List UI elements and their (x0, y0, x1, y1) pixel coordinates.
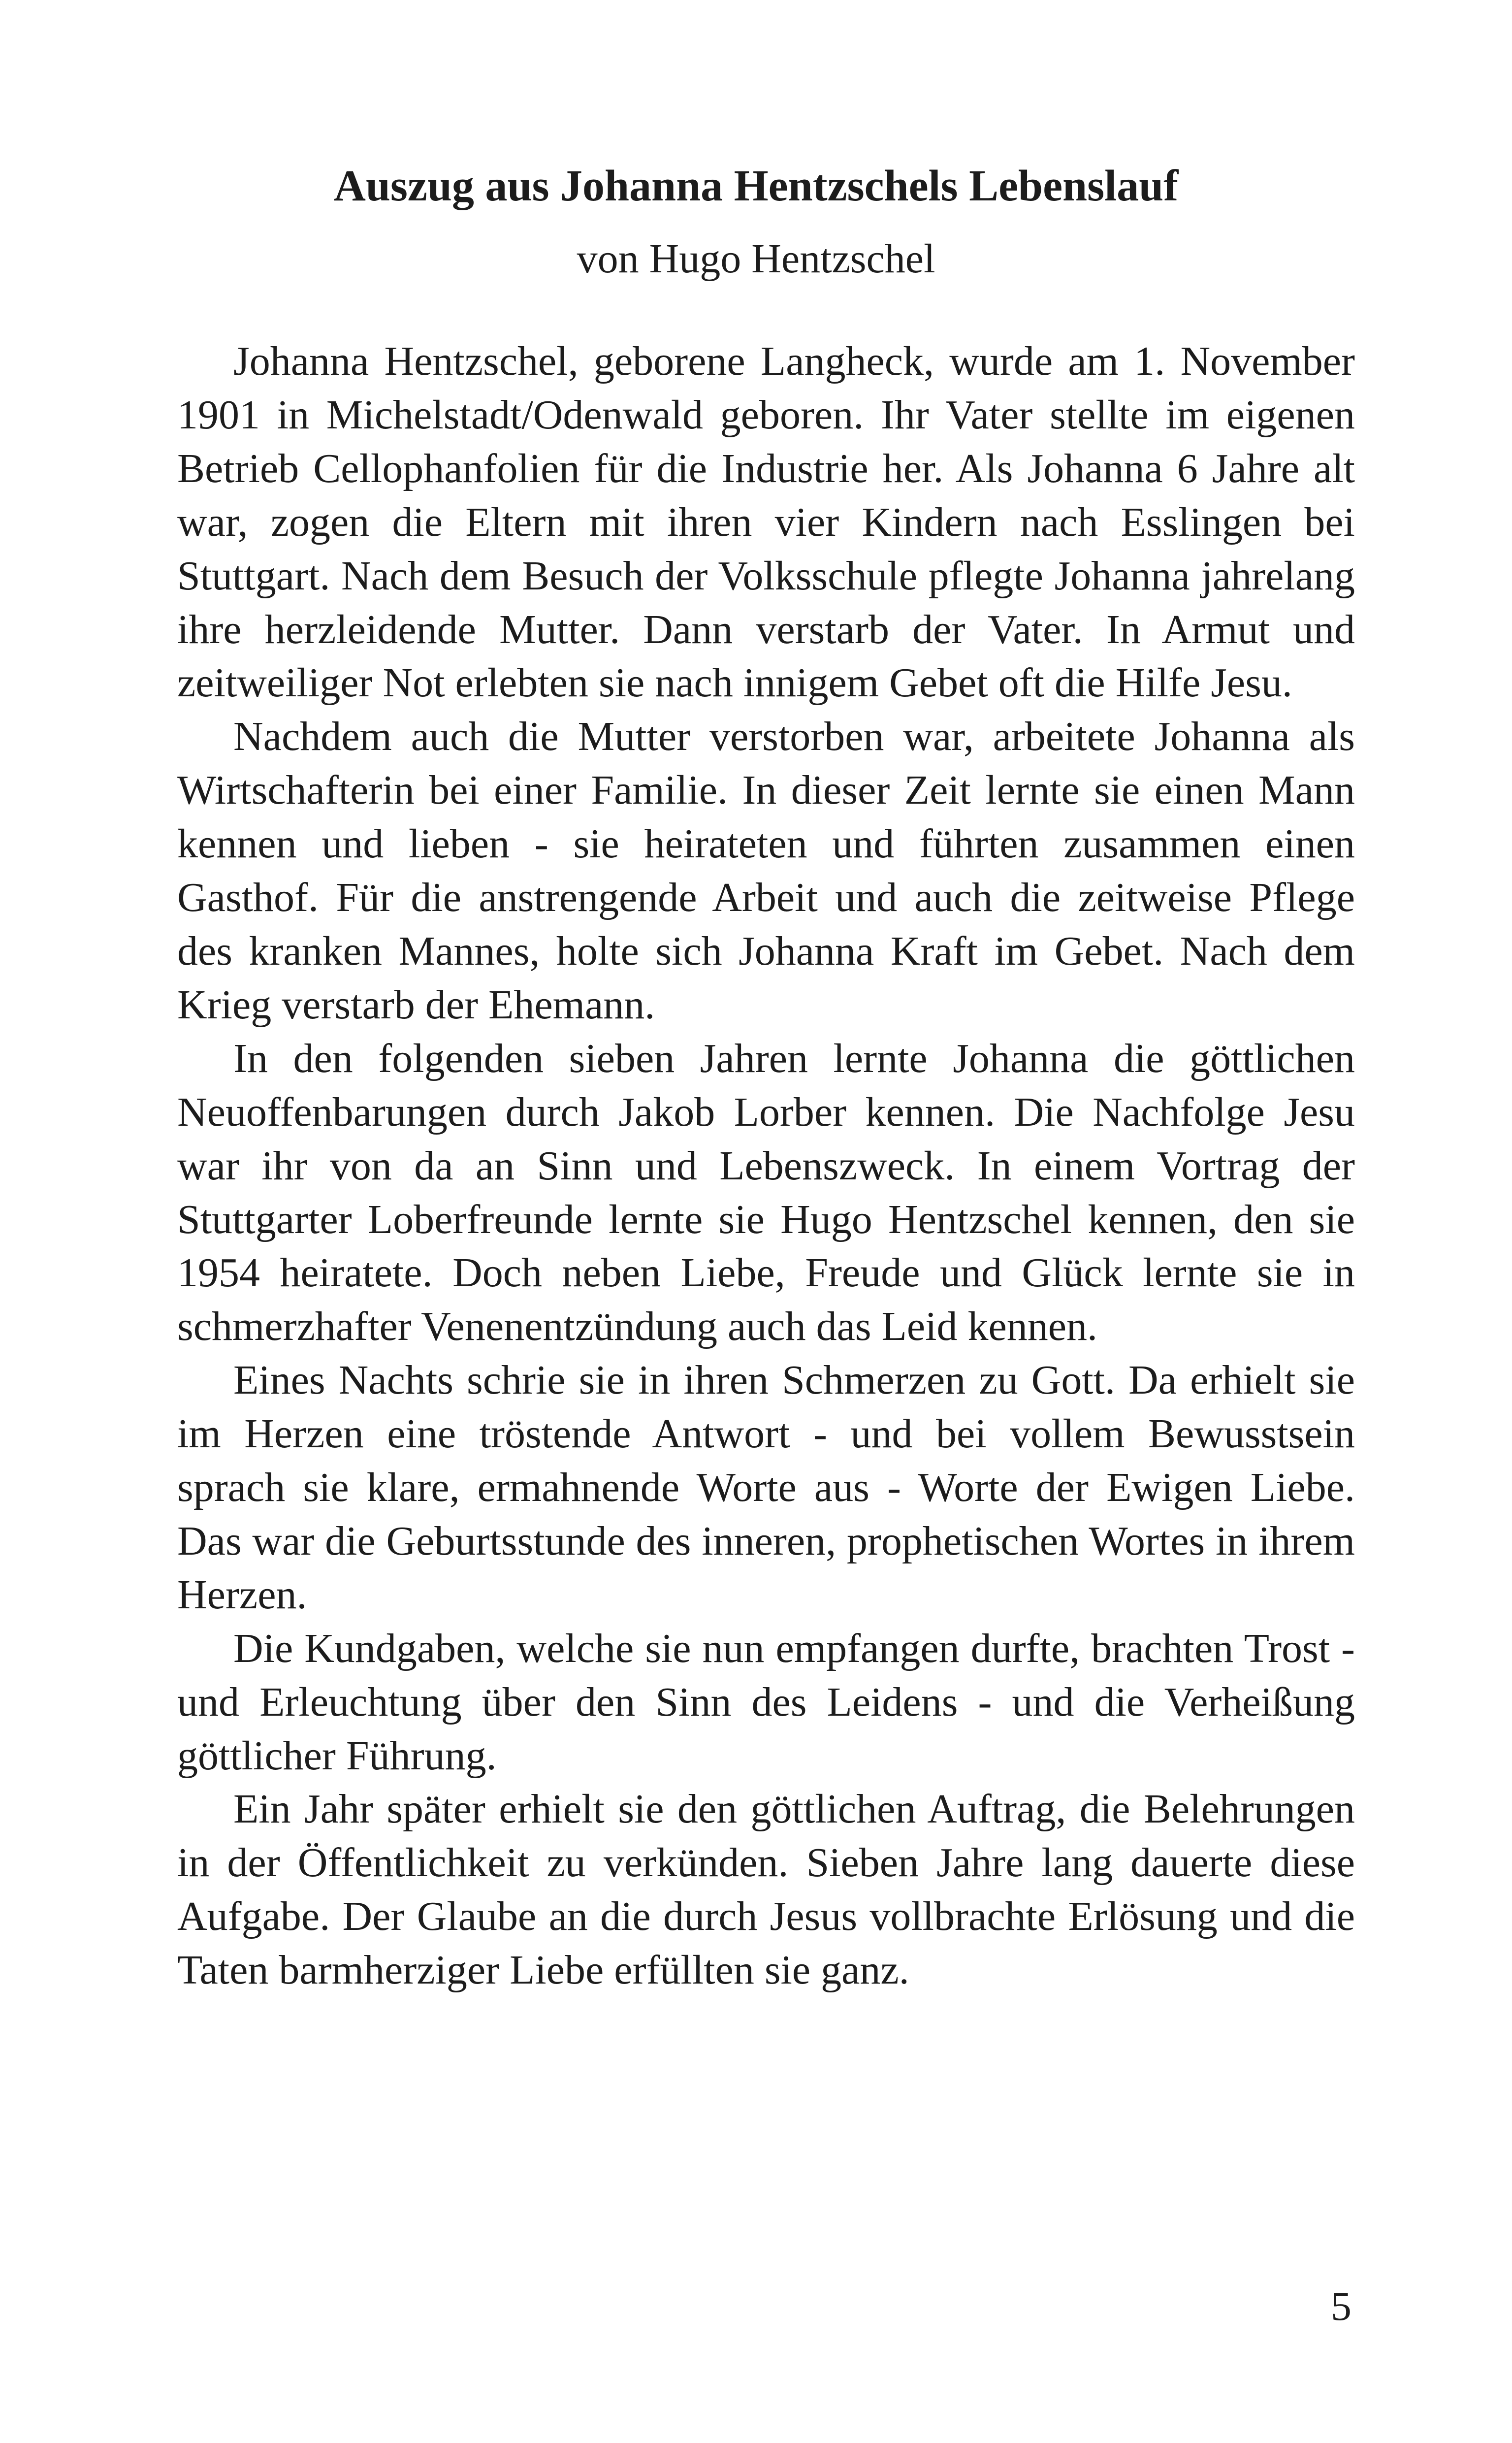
paragraph: Die Kundgaben, welche sie nun empfangen durfte, brachten Trost - und Erleuchtung über den Sinn des Leidens - und die Verheißung göttlicher Führung. (177, 1625, 1355, 1779)
paragraph: Eines Nachts schrie sie in ihren Schmerzen zu Gott. Da erhielt sie im Herzen eine tröstende Antwort - und bei vollem Bewusstsein sprach sie klare, ermahnende Worte aus - Worte der Ewigen Liebe. Das war die Geburtsstunde des inneren, prophetischen Wortes in ihrem Herzen. (177, 1357, 1355, 1618)
body-text (177, 335, 1355, 1997)
paragraph: Nachdem auch die Mutter verstorben war, arbeitete Johanna als Wirtschafterin bei einer Familie. In dieser Zeit lernte sie einen Mann kennen und lieben - sie heirateten und führten zusammen einen Gasthof. Für die anstrengende Arbeit und auch die zeitweise Pflege des kranken Mannes, holte sich Johanna Kraft im Gebet. Nach dem Krieg verstarb der Ehemann. (177, 714, 1355, 1028)
page-title: Auszug aus Johanna Hentzschels Lebenslauf (333, 162, 1179, 210)
page-number: 5 (1331, 2283, 1351, 2329)
paragraph: Ein Jahr später erhielt sie den göttlichen Auftrag, die Belehrungen in der Öffentlichkeit zu verkünden. Sieben Jahre lang dauerte diese Aufgabe. Der Glaube an die durch Jesus vollbrachte Erlösung und die Taten barmherziger Liebe erfüllten sie ganz. (177, 1786, 1355, 1993)
paragraph: Johanna Hentzschel, geborene Langheck, wurde am 1. November 1901 in Michelstadt/Odenwald geboren. Ihr Vater stellte im eigenen Betrieb Cellophanfolien für die Industrie her. Als Johanna 6 Jahre alt war, zogen die Eltern mit ihren vier Kindern nach Esslingen bei Stuttgart. Nach dem Besuch der Volksschule pflegte Johanna jahrelang ihre herzleidende Mutter. Dann verstarb der Vater. In Armut und zeitweiliger Not erlebten sie nach innigem Gebet oft die Hilfe Jesu. (177, 338, 1355, 706)
paragraph: In den folgenden sieben Jahren lernte Johanna die göttlichen Neuoffenbarungen durch Jakob Lorber kennen. Die Nachfolge Jesu war ihr von da an Sinn und Lebenszweck. In einem Vortrag der Stuttgarter Loberfreunde lernte sie Hugo Hentzschel kennen, den sie 1954 heiratete. Doch neben Liebe, Freude und Glück lernte sie in schmerzhafter Venenentzündung auch das Leid kennen. (177, 1035, 1355, 1350)
page-subtitle: von Hugo Hentzschel (577, 236, 935, 282)
